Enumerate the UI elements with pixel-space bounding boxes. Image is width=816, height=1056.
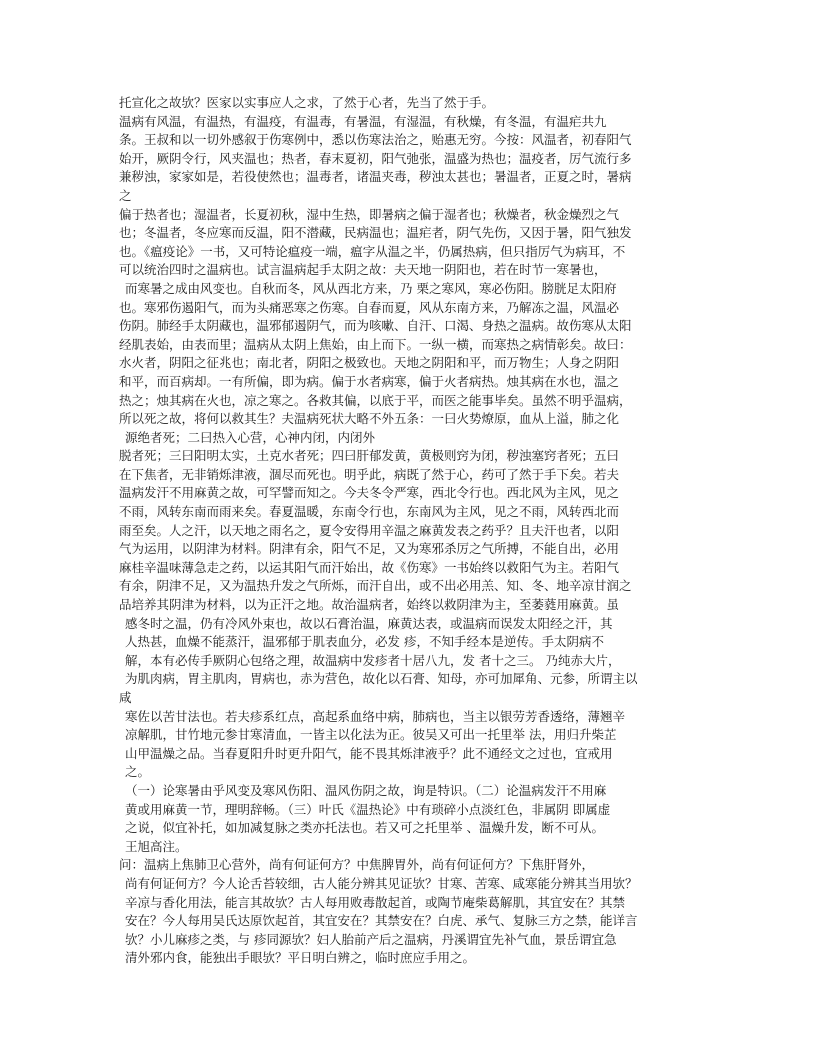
text-line: 和平，而百病却。一有所偏，即为病。偏于水者病寒，偏于火者病热。烛其病在水也，温之 bbox=[119, 373, 620, 389]
text-line: 解，本有必传手厥阴心包络之理，故温病中发疹者十居八九，发 者十之三。 乃纯赤大片， bbox=[125, 652, 621, 668]
text-line: 尚有何证何方？今人论舌苔较细，古人能分辨其见证欤？甘寒、苦寒、咸寒能分辨其当用欤？ bbox=[125, 875, 638, 891]
text-line: 问：温病上焦肺卫心营外，尚有何证何方？中焦脾胃外，尚有何证何方？下焦肝肾外， bbox=[119, 857, 595, 873]
text-line: 有余，阴津不足，又为温热升发之气所烁，而汗自出，或不出必用羔、知、冬、地辛凉甘润之 bbox=[119, 578, 632, 594]
text-line: 水火者，阴阳之征兆也；南北者，阴阳之极致也。天地之阴阳和平，而万物生；人身之阴阳 bbox=[119, 355, 620, 371]
document-page bbox=[119, 94, 719, 968]
text-line: 雨至矣。人之汗，以天地之雨名之，夏令安得用辛温之麻黄发表之药乎？且夫汗也者，以阳 bbox=[119, 522, 620, 538]
text-line: 在下焦者，无非销烁津液，涸尽而死也。明乎此，病既了然于心，药可了然于手下矣。若夫 bbox=[119, 466, 620, 482]
text-line: 凉解肌，甘竹地元参甘寒清血，一皆主以化法为正。彼吴又可出一托里举 法，用归升柴芷 bbox=[125, 727, 617, 743]
text-line: 气为运用，以阴津为材料。阴津有余，阳气不足，又为寒邪杀厉之气所搏，不能自出，必用 bbox=[119, 541, 620, 557]
text-line: 温病发汗不用麻黄之故，可罕譬而知之。今夫冬令严寒，西北令行也。西北风为主风，见之 bbox=[119, 485, 620, 501]
text-line: 也。《瘟疫论》一书，又可特论瘟疫一端，瘟字从温之半，仍属热病，但只指厉气为病耳，不 bbox=[119, 243, 626, 259]
text-line: 温病有风温，有温热，有温疫，有温毒，有暑温，有湿温，有秋燥，有冬温，有温疟共九 bbox=[119, 113, 607, 129]
text-line: 人热甚，血燥不能蒸汗，温邪郁于肌表血分，必发 疹，不知手经本是逆传。手太阴病不 bbox=[125, 634, 604, 650]
text-line: 黄或用麻黄一节，理明辞畅。（三）叶氏《温热论》中有琐碎小点淡红色，非属阴 即属虚 bbox=[125, 801, 611, 817]
text-line: （一）论寒暑由乎风变及寒风伤阳、温风伤阴之故，询是特识。（二）论温病发汗不用麻 bbox=[125, 782, 607, 798]
text-line: 所以死之故，将何以救其生？夫温病死状大略不外五条：一曰火势燎原，血从上溢，肺之化 bbox=[119, 411, 620, 427]
text-line: 偏于热者也；湿温者，长夏初秋，湿中生热，即暑病之偏于湿者也；秋燥者，秋金燥烈之气 bbox=[119, 206, 620, 222]
text-line: 寒佐以苦甘法也。若夫疹系红点，高起系血络中病，肺病也，当主以银劳芳香透络，薄翘辛 bbox=[125, 708, 626, 724]
text-line: 麻桂辛温味薄急走之药，以运其阳气而汗始出，故《伤寒》一书始终以救阳气为主。若阳气 bbox=[119, 559, 620, 575]
text-line: 也。寒邪伤遏阳气，而为头痛恶寒之伤寒。自春而夏，风从东南方来，乃解冻之温，风温必 bbox=[119, 299, 620, 315]
text-line: 托宣化之故欤？医家以实事应人之求，了然于心者，先当了然于手。 bbox=[119, 95, 495, 110]
text-line: 始开，厥阴令行，风夹温也；热者，春末夏初，阳气弛张，温盛为热也；温疫者，厉气流行多 bbox=[119, 150, 632, 166]
text-line: 之 bbox=[119, 187, 132, 203]
text-line: 之。 bbox=[125, 764, 151, 780]
text-line: 条。王叔和以一切外感叙于伤寒例中，悉以伤寒法治之，贻惠无穷。今按：风温者，初春阳气 bbox=[119, 132, 632, 148]
text-line: 清外邪内食，能独出手眼欤？平日明白辨之，临时庶应手用之。 bbox=[125, 950, 476, 966]
text-line: 王旭高注。 bbox=[125, 838, 188, 854]
text-line: 脱者死；三曰阳明太实，土克水者死；四曰肝郁发黄，黄极则窍为闭，秽浊塞窍者死；五曰 bbox=[119, 448, 620, 464]
text-line: 山甲温燥之品。当春夏阳升时更升阳气，能不畏其烁津液乎？此不通经文之过也，宜戒用 bbox=[125, 745, 613, 761]
text-line: 感冬时之温，仍有冷风外束也，故以石膏治温，麻黄达表，或温病而误发太阳经之汗，其 bbox=[125, 615, 613, 631]
text-line: 也；冬温者，冬应寒而反温，阳不潜藏，民病温也；温疟者，阴气先伤，又因于暑，阳气独发 bbox=[119, 225, 632, 241]
text-line: 为肌肉病，胃主肌肉，胃病也，赤为营色，故化以石膏、知母，亦可加犀角、元参，所谓主以 bbox=[125, 671, 638, 687]
text-line: 经肌表始，由表而里；温病从太阴上焦始，由上而下。一纵一横，而寒热之病情彰矣。故曰： bbox=[119, 336, 632, 352]
text-line: 兼秽浊，家家如是，若役使然也；温毒者，诸温夹毒，秽浊太甚也；暑温者，正夏之时，暑病 bbox=[119, 169, 632, 185]
text-line: 辛凉与香化用法，能言其故欤？古人每用败毒散起首，或陶节庵柴葛解肌，其宜安在？其禁 bbox=[125, 894, 626, 910]
text-line: 热之；烛其病在火也，凉之寒之。各救其偏，以底于平，而医之能事毕矣。虽然不明乎温病， bbox=[119, 392, 632, 408]
text-line: 可以统治四时之温病也。试言温病起手太阴之故：夫天地一阴阳也，若在时节一寒暑也， bbox=[119, 262, 607, 278]
text-line: 安在？今人每用吴氏达原饮起首，其宜安在？其禁安在？白虎、承气、复脉三方之禁，能详言 bbox=[125, 913, 638, 929]
text-line: 之说，似宜补托，如加减复脉之类亦托法也。若又可之托里举 、温燥升发，断不可从。 bbox=[125, 820, 604, 836]
text-line: 不雨，风转东南而雨来矣。春夏温暖，东南令行也，东南风为主风，见之不雨，风转西北而 bbox=[119, 504, 620, 520]
text-line: 品培养其阴津为材料，以为正汗之地。故治温病者，始终以救阴津为主，至萎蕤用麻黄。虽 bbox=[119, 597, 620, 613]
text-line: 而寒暑之成由风变也。自秋而冬，风从西北方来，乃 栗之寒风，寒必伤阳。膀胱足太阳府 bbox=[125, 280, 617, 296]
text-line: 咸 bbox=[119, 690, 132, 705]
text-line: 源绝者死；二曰热入心营，心神内闭，内闭外 bbox=[125, 429, 376, 445]
text-line: 欤？小儿麻疹之类，与 疹同源欤？妇人胎前产后之温病，丹溪谓宜先补气血，景岳谓宜急 bbox=[125, 931, 617, 947]
text-line: 伤阴。肺经手太阴藏也，温邪郁遏阴气，而为咳嗽、自汗、口渴、身热之温病。故伤寒从太阳 bbox=[119, 318, 632, 334]
